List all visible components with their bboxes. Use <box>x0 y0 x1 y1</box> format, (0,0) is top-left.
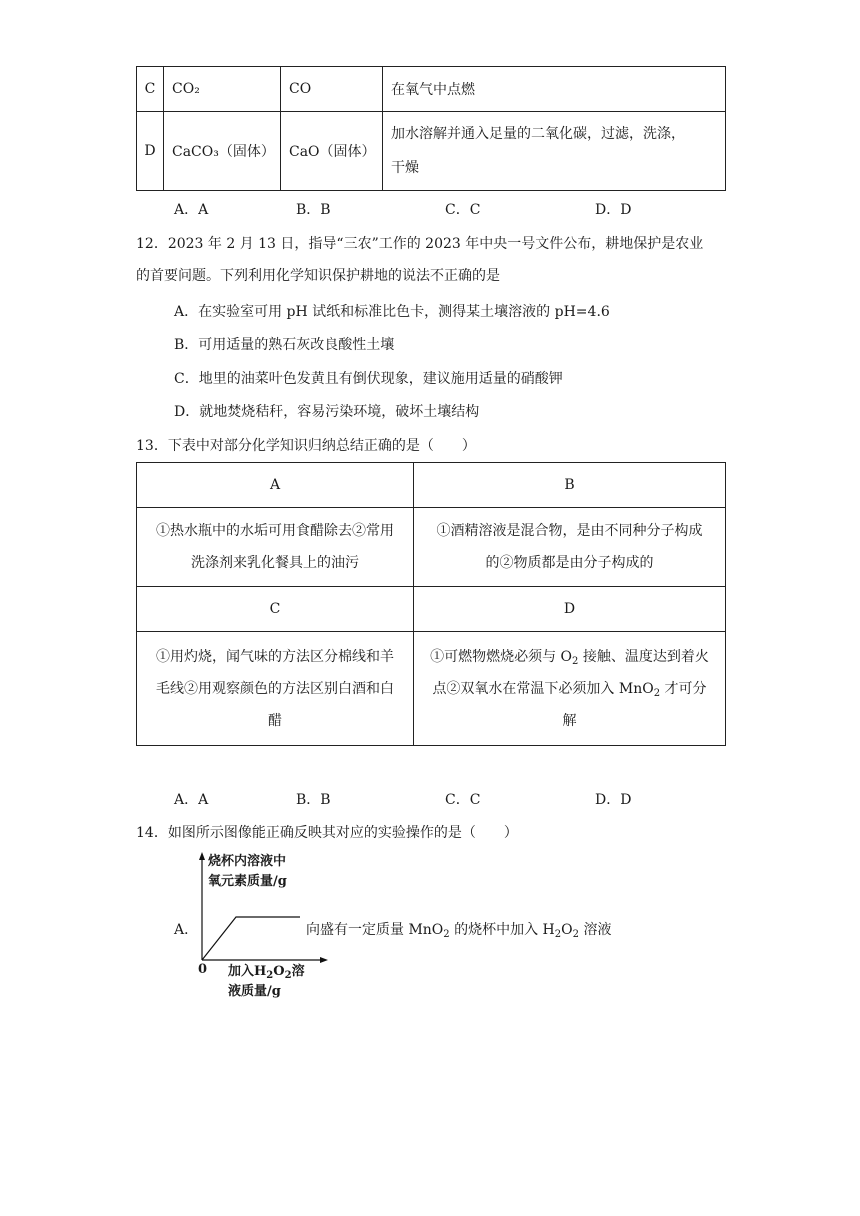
q13-cell-a-line2: 洗涤剂来乳化餐具上的油污 <box>191 555 359 571</box>
q13-head-a: A <box>137 463 414 508</box>
q13-head-b: B <box>414 463 726 508</box>
graph-x-label-line1 <box>228 962 305 982</box>
q12-option-c[interactable]: C．地里的油菜叶色发黄且有倒伏现象，建议施用适量的硝酸钾 <box>174 371 563 387</box>
q13-cell-c-line1: ①用灼烧，闻气味的方法区分棉线和羊 <box>156 648 394 665</box>
q11-row-c-impurity-target: CO₂ <box>164 67 281 112</box>
q14-desc-part2: 的烧杯中加入 H <box>449 922 555 938</box>
graph-y-label-line1: 烧杯内溶液中 <box>208 854 287 869</box>
q11-row-d-method <box>383 112 726 191</box>
q13-cell-c-line3: 醋 <box>268 712 282 729</box>
q13-cell-b <box>414 508 726 587</box>
q11-option-c[interactable]: C．C <box>445 202 481 218</box>
q11-option-b[interactable]: B．B <box>296 202 331 218</box>
q13-cell-c <box>137 632 414 746</box>
q13-option-a[interactable]: A．A <box>174 792 209 808</box>
q14-desc-part1: 向盛有一定质量 MnO <box>306 922 444 938</box>
q11-option-d[interactable]: D．D <box>595 202 632 218</box>
q14-option-a-letter[interactable]: A． <box>174 922 199 938</box>
x-label-sub2: 2 <box>284 970 292 981</box>
graph-y-label-line2: 氧元素质量/g <box>208 874 287 889</box>
q14-desc-sub2: 2 <box>554 929 562 940</box>
x-label-sub1: 2 <box>266 970 274 981</box>
x-label-part2: O <box>273 964 285 979</box>
x-label-part1: 加入H <box>228 964 267 979</box>
q14-desc-part4: 溶液 <box>579 922 612 938</box>
q13-cell-d-line3: 解 <box>562 712 577 729</box>
q14-desc-sub1: 2 <box>443 929 450 940</box>
q13-header-row-1 <box>137 463 726 508</box>
q11-row-d-method-line2: 干燥 <box>391 160 419 176</box>
q13-head-c: C <box>137 587 414 632</box>
q13-head-d: D <box>414 587 726 632</box>
q11-row-c-impurity: CO <box>281 67 383 112</box>
q13-header-row-2 <box>137 587 726 632</box>
q11-row-d <box>137 112 726 191</box>
x-axis-arrow <box>320 957 328 963</box>
q14-stem: 14．如图所示图像能正确反映其对应的实验操作的是（ ） <box>136 825 518 841</box>
q13-option-b[interactable]: B．B <box>296 792 331 808</box>
q11-row-c <box>137 67 726 112</box>
q11-row-d-impurity: CaO（固体） <box>281 112 383 191</box>
q13-content-row-1 <box>137 508 726 587</box>
q12-stem-line2: 的首要问题。下列利用化学知识保护耕地的说法不正确的是 <box>136 268 500 284</box>
x-label-part3: 溶 <box>291 964 305 979</box>
q11-row-d-impurity-target: CaCO₃（固体） <box>164 112 281 191</box>
q11-option-a[interactable]: A．A <box>174 202 209 218</box>
q13-cell-d-line2-part2: 才可分 <box>660 680 707 697</box>
q13-option-c[interactable]: C．C <box>445 792 481 808</box>
q13-cell-a-line1: ①热水瓶中的水垢可用食醋除去②常用 <box>156 523 394 539</box>
q12-stem <box>136 228 726 292</box>
graph-line <box>202 917 300 960</box>
q13-option-d[interactable]: D．D <box>595 792 632 808</box>
graph-axes <box>196 852 336 967</box>
q13-cell-c-line2: 毛线②用观察颜色的方法区别白酒和白 <box>156 680 394 697</box>
q13-stem: 13．下表中对部分化学知识归纳总结正确的是（ ） <box>136 438 476 454</box>
q13-cell-d-line1-part2: 接触、温度达到着火 <box>578 648 709 665</box>
q14-desc-sub3: 2 <box>572 929 579 940</box>
q11-table <box>136 66 726 191</box>
q13-cell-d-line1-sub: 2 <box>572 655 579 667</box>
q13-cell-d-line2-sub: 2 <box>653 687 661 699</box>
q13-cell-a <box>137 508 414 587</box>
q13-cell-b-line2: 的②物质都是由分子构成的 <box>485 555 654 571</box>
q12-option-b[interactable]: B．可用适量的熟石灰改良酸性土壤 <box>174 337 395 353</box>
q13-cell-b-line1: ①酒精溶液是混合物，是由不同种分子构成 <box>436 523 703 539</box>
q14-option-a-desc <box>306 919 611 939</box>
q12-option-d[interactable]: D．就地焚烧秸秆，容易污染环境，破坏土壤结构 <box>174 404 480 420</box>
q11-row-c-method: 在氧气中点燃 <box>383 67 726 112</box>
q13-cell-d <box>414 632 726 746</box>
q13-table <box>136 462 726 746</box>
q13-cell-d-line2-part1: 点②双氧水在常温下必须加入 MnO <box>432 680 654 697</box>
q13-content-row-2 <box>137 632 726 746</box>
q13-cell-d-line1 <box>420 641 719 673</box>
graph-origin: 0 <box>198 962 208 977</box>
q11-row-d-method-line1: 加水溶解并通入足量的二氧化碳，过滤，洗涤， <box>391 126 685 142</box>
q12-option-a[interactable]: A．在实验室可用 pH 试纸和标准比色卡，测得某土壤溶液的 pH=4.6 <box>174 304 610 320</box>
q13-cell-d-line1-part1: ①可燃物燃烧必须与 O <box>430 648 573 665</box>
q13-cell-d-line2 <box>420 673 719 705</box>
q12-stem-line1: 12．2023 年 2 月 13 日，指导“三农”工作的 2023 年中央一号文件公布，耕地保护是农业 <box>136 236 704 252</box>
q14-desc-part3: O <box>561 922 573 938</box>
q11-row-d-letter: D <box>137 112 164 191</box>
graph-x-label-line2: 液质量/g <box>228 984 281 999</box>
y-axis-arrow <box>199 852 205 860</box>
q11-row-c-letter: C <box>137 67 164 112</box>
